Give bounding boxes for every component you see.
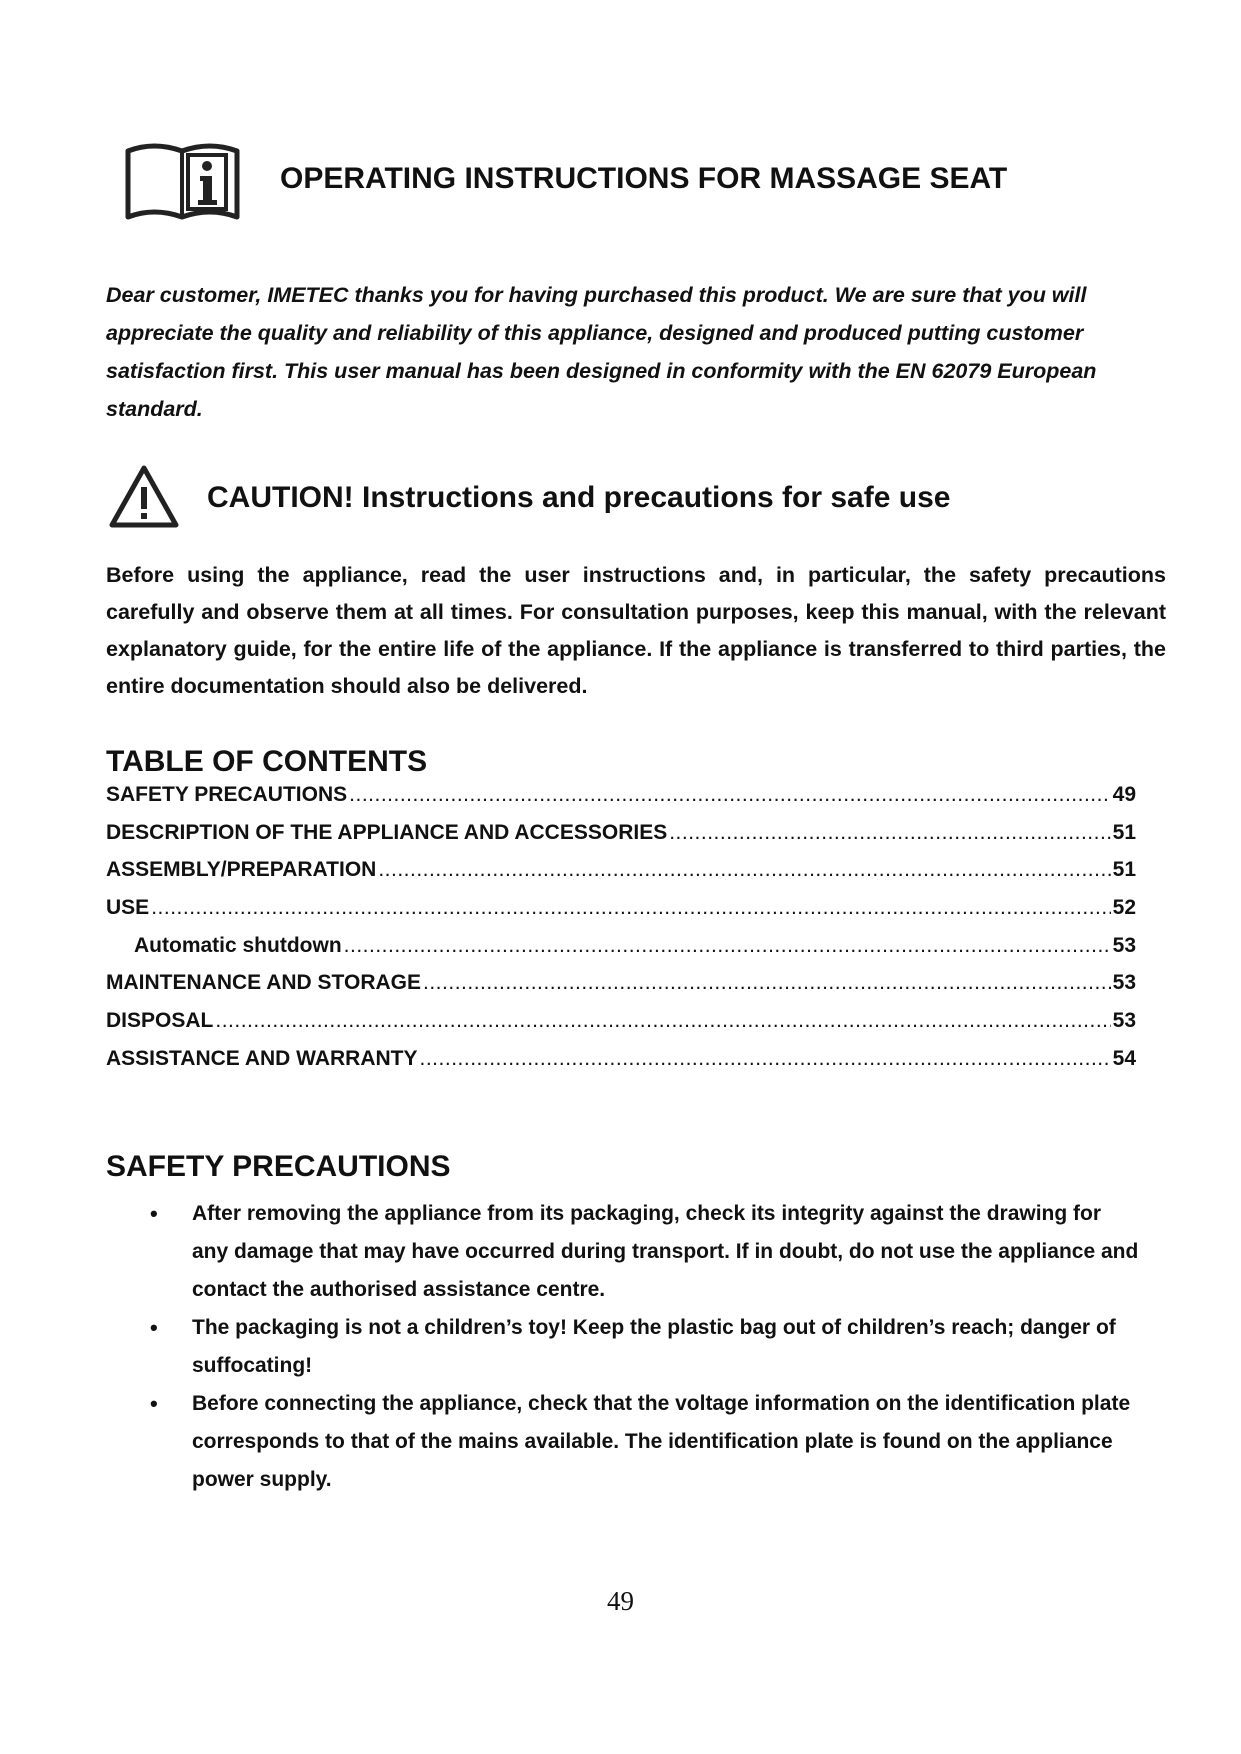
intro-paragraph: Dear customer, IMETEC thanks you for having purchased this product. We are sure that you will appreciate the quality and reliability of this appliance, designed and produced putting customer satisfaction first. This user manual has been designed in conformity with the EN 62079 European standard. (106, 283, 1097, 421)
list-item (150, 1195, 1140, 1309)
toc-entry[interactable] (106, 1009, 1136, 1047)
toc-entry-label: Automatic shutdown (134, 933, 342, 957)
toc-entry-label: MAINTENANCE AND STORAGE (106, 971, 422, 995)
toc-entry-label: ASSEMBLY/PREPARATION (106, 858, 377, 882)
toc-entry[interactable] (106, 821, 1136, 859)
toc-entry[interactable] (106, 858, 1136, 896)
list-item (150, 1385, 1140, 1499)
caution-paragraph: Before using the appliance, read the user instructions and, in particular, the safety precautions carefully and observe them at all times. For consultation purposes, keep this manual, with the relevant explanatory guide, for the entire life of the appliance. If the appliance is transferred to third parties, the entire documentation should also be delivered. (106, 563, 1166, 698)
toc-entry-label: DISPOSAL (106, 1009, 214, 1033)
list-item-text: The packaging is not a children’s toy! Keep the plastic bag out of children’s reach; danger of suffocating! (192, 1316, 1116, 1377)
caution-heading: CAUTION! Instructions and precautions for safe use (207, 481, 951, 514)
safety-precautions-heading: SAFETY PRECAUTIONS (106, 1150, 451, 1183)
toc-entry-label: SAFETY PRECAUTIONS (106, 783, 348, 806)
toc-entry-page: 51 (1112, 858, 1136, 882)
toc-entry-page: 53 (1112, 971, 1136, 995)
toc-entry-page: 51 (1112, 820, 1136, 844)
bullet-icon: • (150, 1201, 158, 1226)
bullet-icon: • (150, 1391, 158, 1416)
toc-leader-dots (669, 821, 1110, 845)
page-number: 49 (607, 1586, 634, 1616)
toc-leader-dots (378, 858, 1110, 882)
toc-entry-page: 53 (1112, 1009, 1136, 1033)
toc-entry[interactable] (106, 783, 1136, 821)
toc-heading: TABLE OF CONTENTS (106, 745, 428, 778)
toc-leader-dots (349, 783, 1110, 807)
toc-entry-label: ASSISTANCE AND WARRANTY (106, 1046, 418, 1070)
list-item-text: After removing the appliance from its packaging, check its integrity against the drawing for any damage that may have occurred during transport. If in doubt, do not use the appliance and contact the authorised assistance centre. (192, 1202, 1139, 1301)
toc-leader-dots (215, 1009, 1110, 1033)
toc-entry-label: USE (106, 896, 150, 920)
toc-subentry[interactable] (106, 934, 1136, 972)
document-title: OPERATING INSTRUCTIONS FOR MASSAGE SEAT (280, 162, 1008, 195)
toc-entry-page: 53 (1112, 933, 1136, 957)
list-item (150, 1309, 1140, 1385)
toc-entry[interactable] (106, 1047, 1136, 1085)
toc-leader-dots (344, 934, 1111, 958)
list-item-text: Before connecting the appliance, check that the voltage information on the identification plate corresponds to that of the mains available. The identification plate is found on the appliance power supply. (192, 1392, 1131, 1491)
toc-leader-dots (423, 971, 1111, 995)
toc-entry-page: 52 (1112, 896, 1136, 920)
toc-leader-dots (151, 896, 1110, 920)
table-of-contents (106, 783, 1136, 1085)
info-manual-icon (124, 137, 241, 223)
toc-entry[interactable] (106, 896, 1136, 934)
bullet-icon: • (150, 1315, 158, 1340)
toc-leader-dots (420, 1047, 1111, 1071)
toc-entry-label: DESCRIPTION OF THE APPLIANCE AND ACCESSORIES (106, 820, 668, 844)
warning-triangle-icon (108, 463, 180, 530)
toc-entry-page: 49 (1112, 783, 1136, 806)
safety-precautions-list (150, 1195, 1140, 1499)
toc-entry[interactable] (106, 971, 1136, 1009)
toc-entry-page: 54 (1112, 1046, 1136, 1070)
